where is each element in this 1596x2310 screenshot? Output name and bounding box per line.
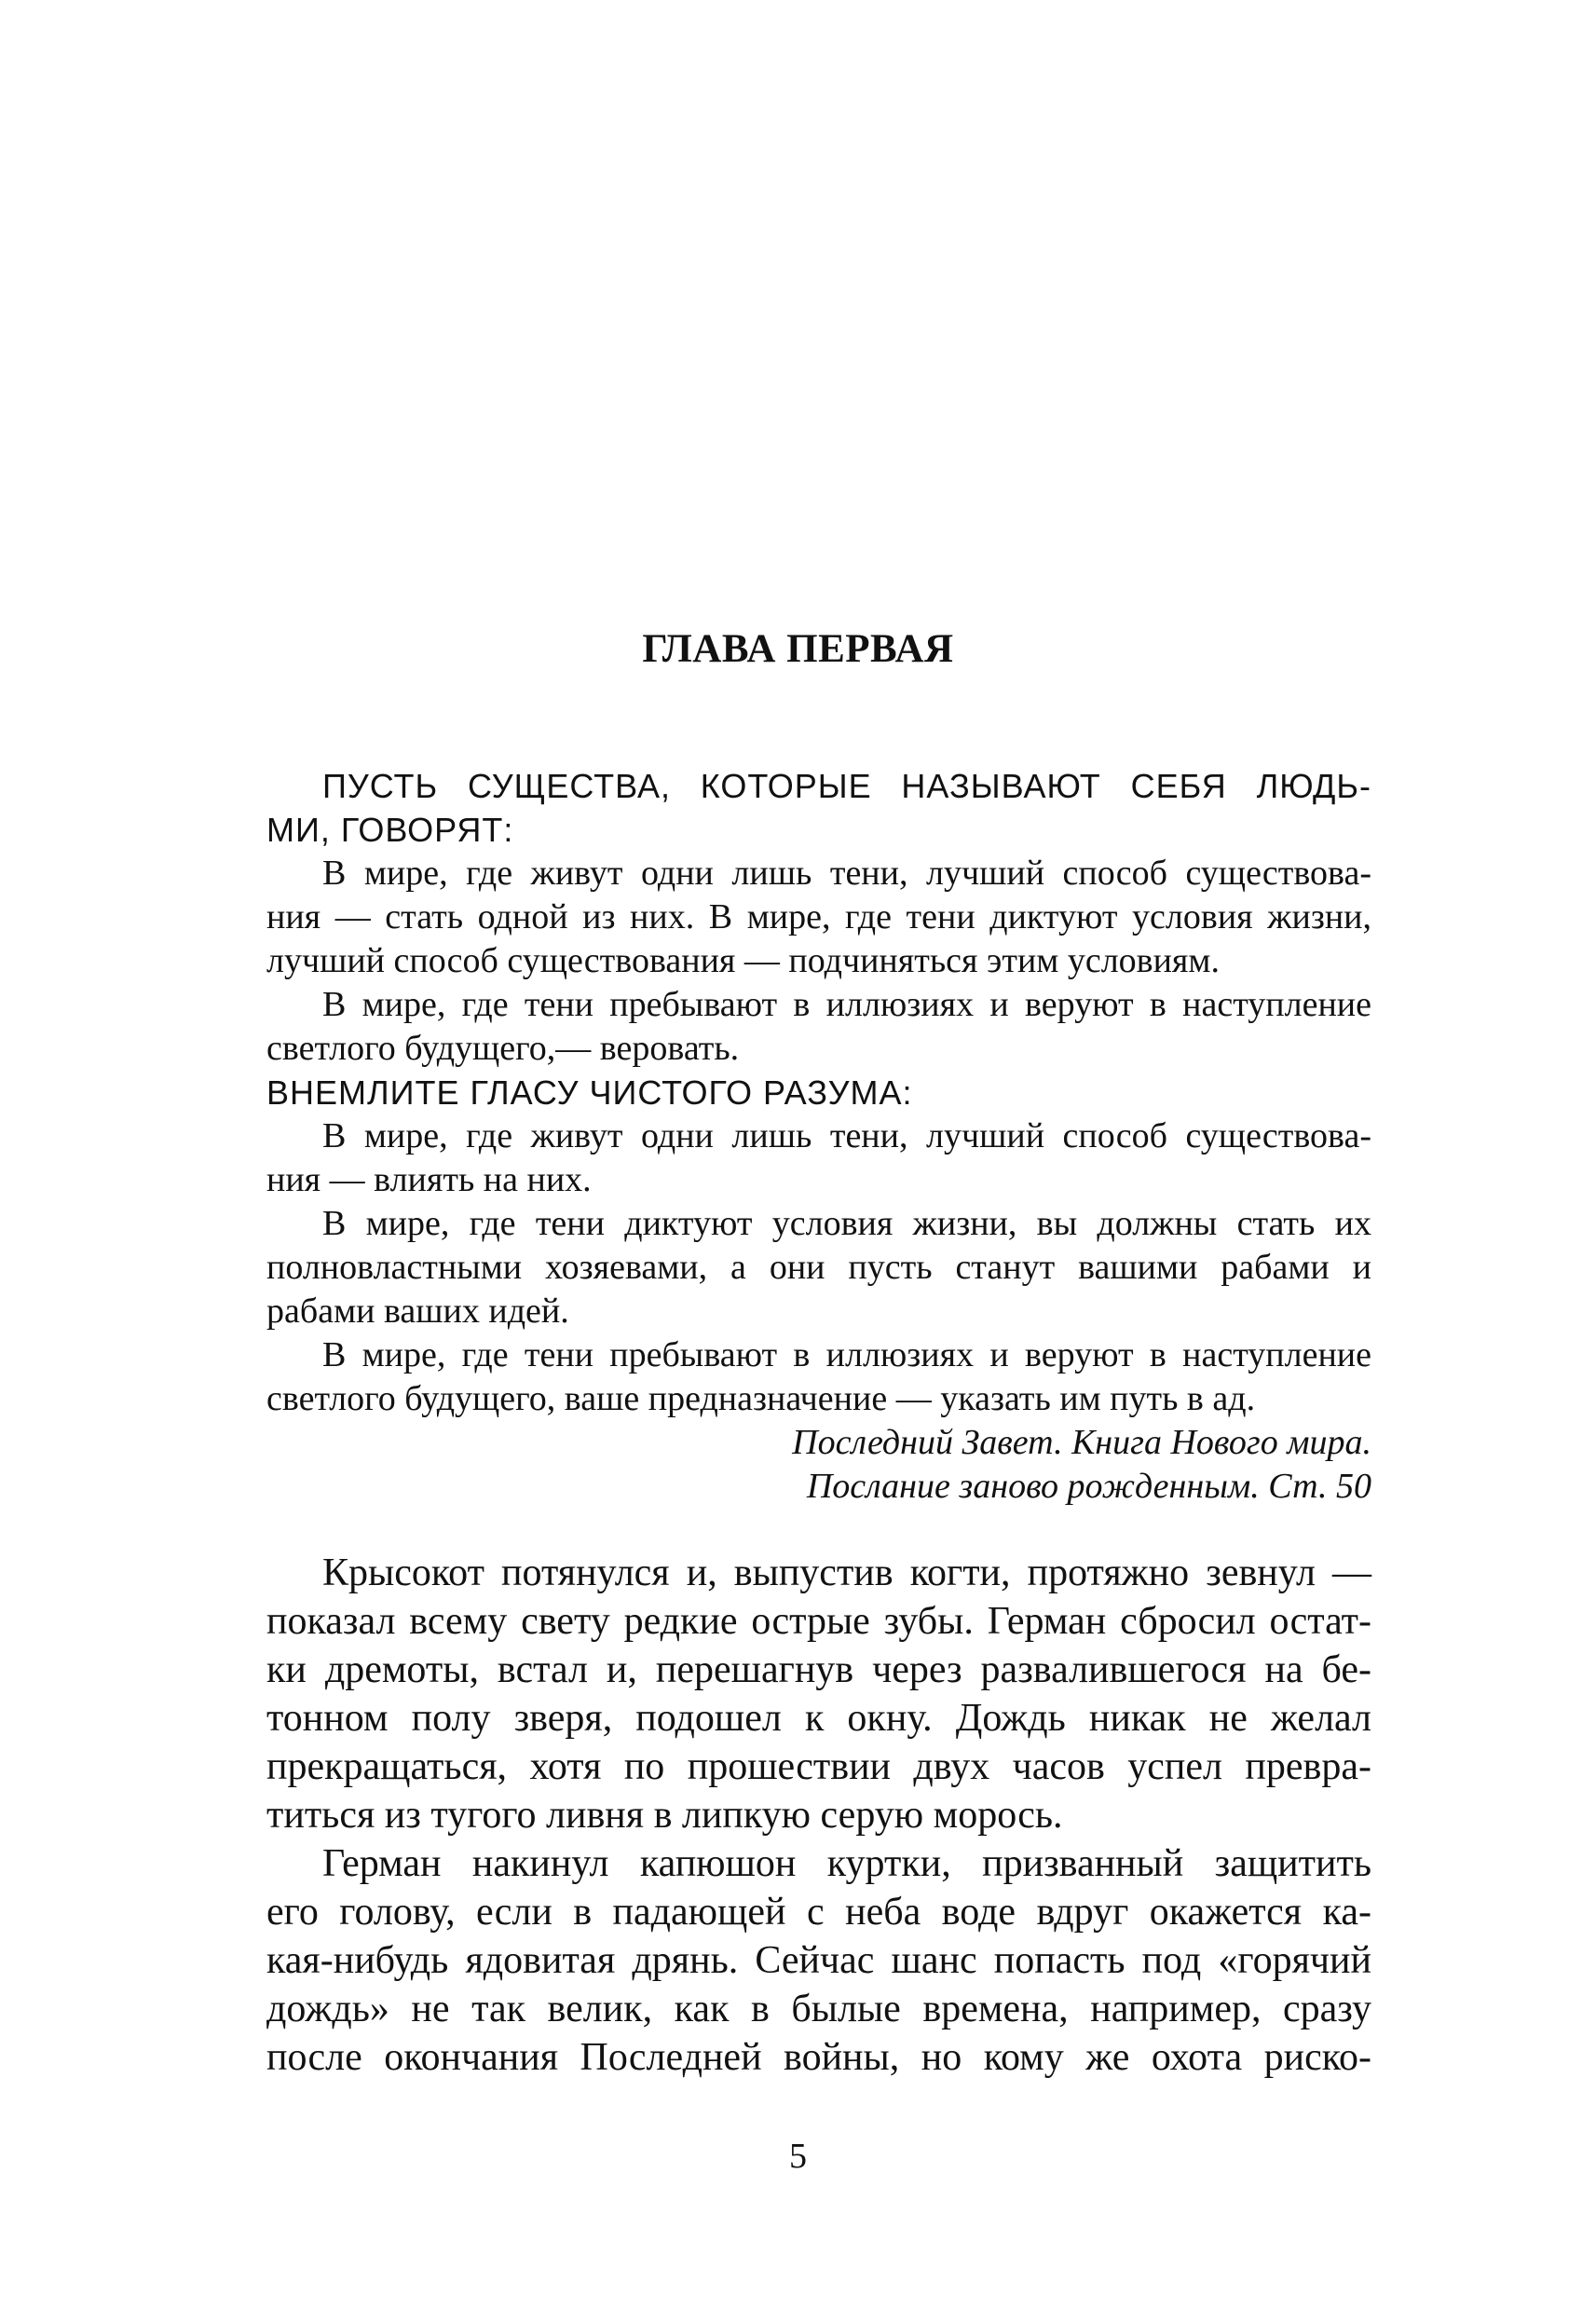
body-line: прекращаться, хотя по прошествии двух часов успел превра- (266, 1745, 1371, 1788)
body-line: кая-нибудь ядовитая дрянь. Сейчас шанс попасть под «горячий (266, 1939, 1371, 1982)
body-line: Крысокот потянулся и, выпустив когти, протяжно зевнул — (322, 1551, 1371, 1594)
epigraph-line: ния — стать одной из них. В мире, где тени диктуют условия жизни, (266, 897, 1371, 936)
epigraph-heading-line: ВНЕМЛИТЕ ГЛАСУ ЧИСТОГО РАЗУМА: (266, 1073, 913, 1112)
body-line: показал всему свету редкие острые зубы. Герман сбросил остат- (266, 1600, 1371, 1643)
epigraph-line: ния — влиять на них. (266, 1160, 592, 1199)
body-line: после окончания Последней войны, но кому же охота риско- (266, 2036, 1371, 2079)
body-line: ки дремоты, встал и, перешагнув через развалившегося на бе- (266, 1648, 1371, 1691)
epigraph-line: В мире, где живут одни лишь тени, лучший способ существова- (322, 854, 1371, 893)
chapter-title: ГЛАВА ПЕРВАЯ (642, 627, 954, 671)
epigraph-source-line: Последний Завет. Книга Нового мира. (792, 1423, 1371, 1462)
body-text (266, 1549, 1371, 2082)
epigraph-heading-line: ПУСТЬ СУЩЕСТВА, КОТОРЫЕ НАЗЫВАЮТ СЕБЯ ЛЮДЬ- (322, 767, 1371, 805)
epigraph-line: рабами ваших идей. (266, 1292, 569, 1331)
epigraph-line: светлого будущего,— веровать. (266, 1029, 740, 1068)
epigraph-line: В мире, где тени диктуют условия жизни, вы должны стать их (322, 1204, 1371, 1243)
body-line: его голову, если в падающей с неба воде вдруг окажется ка- (266, 1891, 1371, 1934)
epigraph-heading-line: МИ, ГОВОРЯТ: (266, 811, 514, 849)
body-line: Герман накинул капюшон куртки, призванный защитить (322, 1842, 1371, 1885)
body-line: тонном полу зверя, подошел к окну. Дождь никак не желал (266, 1697, 1371, 1740)
epigraph-line: В мире, где живут одни лишь тени, лучший способ существова- (322, 1116, 1371, 1155)
epigraph-line: лучший способ существования — подчиняться этим условиям. (266, 941, 1220, 980)
epigraph-line: полновластными хозяевами, а они пусть станут вашими рабами и (266, 1248, 1371, 1287)
body-line: дождь» не так велик, как в былые времена, например, сразу (266, 1988, 1371, 2030)
page-number: 5 (789, 2137, 807, 2176)
epigraph-line: В мире, где тени пребывают в иллюзиях и веруют в наступление (322, 985, 1371, 1024)
epigraph-line: светлого будущего, ваше предназначение — указать им путь в ад. (266, 1379, 1256, 1418)
epigraph (266, 764, 1371, 1509)
body-line: титься из тугого ливня в липкую серую морось. (266, 1794, 1063, 1837)
epigraph-line: В мире, где тени пребывают в иллюзиях и веруют в наступление (322, 1335, 1371, 1374)
epigraph-source-line: Послание заново рожденным. Ст. 50 (806, 1467, 1371, 1506)
